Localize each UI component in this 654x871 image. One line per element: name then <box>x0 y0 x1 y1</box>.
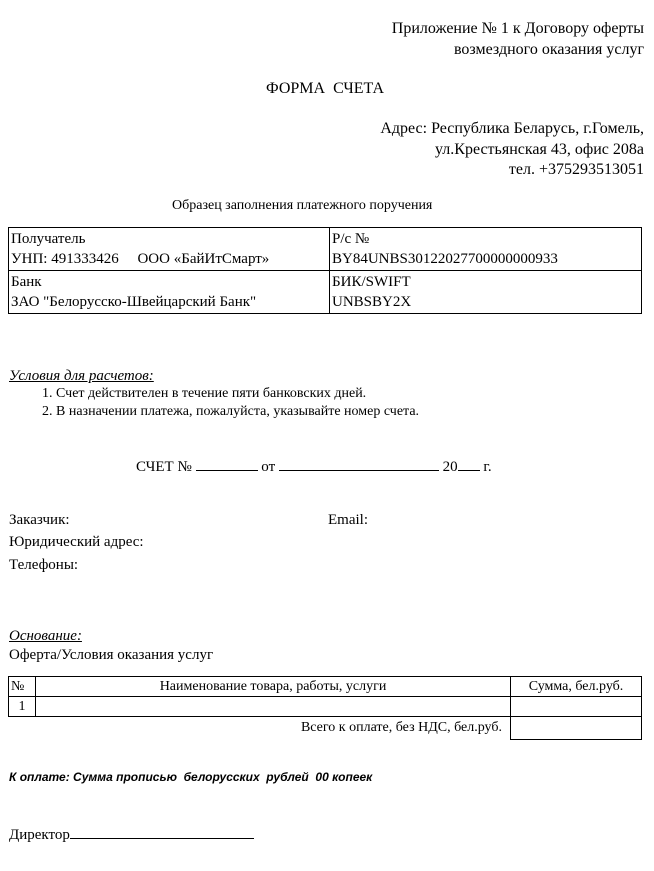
payment-order-table <box>8 227 642 314</box>
swift-label: БИК/SWIFT <box>332 274 411 290</box>
swift-value: UNBSBY2X <box>332 294 412 310</box>
account-label: Р/с № <box>332 231 370 247</box>
director-signature-blank <box>70 824 254 839</box>
invoice-number-line <box>136 456 492 476</box>
recipient-label: Получатель <box>11 231 86 247</box>
swift-cell <box>330 271 642 314</box>
conditions-title: Условия для расчетов: <box>9 368 154 384</box>
invoice-prefix: СЧЕТ № <box>136 459 192 475</box>
form-title: ФОРМА СЧЕТА <box>266 80 385 97</box>
basis-title: Основание: <box>9 628 82 644</box>
goods-total-sum <box>511 717 642 740</box>
account-value: BY84UNBS30122027700000000933 <box>332 251 558 267</box>
legal-address-label: Юридический адрес: <box>9 534 144 550</box>
address-line-1: Адрес: Республика Беларусь, г.Гомель, <box>380 120 644 137</box>
goods-total-label: Всего к оплате, без НДС, бел.руб. <box>9 717 511 740</box>
account-cell <box>330 228 642 271</box>
goods-table <box>8 676 642 740</box>
address-line-2: ул.Крестьянская 43, офис 208а <box>435 141 644 158</box>
invoice-year-suffix: г. <box>483 459 492 475</box>
payment-order-title: Образец заполнения платежного поручения <box>172 198 433 213</box>
invoice-date-blank <box>279 456 439 471</box>
goods-header-name: Наименование товара, работы, услуги <box>36 677 511 697</box>
phone-line: тел. +375293513051 <box>508 161 644 178</box>
phones-label: Телефоны: <box>9 557 79 573</box>
recipient-cell <box>9 228 330 271</box>
to-pay-text: К оплате: Сумма прописью белорусских рублей 00 копеек <box>9 770 373 784</box>
conditions-item-1: 1. Счет действителен в течение пяти банковских дней. <box>42 386 367 401</box>
bank-label: Банк <box>11 274 42 290</box>
invoice-from: от <box>261 459 276 475</box>
invoice-number-blank <box>196 456 258 471</box>
bank-value: ЗАО "Белорусско-Швейцарский Банк" <box>11 294 257 310</box>
invoice-year-blank <box>458 456 480 471</box>
bank-cell <box>9 271 330 314</box>
goods-row-name <box>36 697 511 717</box>
goods-row-num: 1 <box>9 697 36 717</box>
basis-value: Оферта/Условия оказания услуг <box>9 647 214 663</box>
invoice-year-prefix: 20 <box>442 459 458 475</box>
customer-label: Заказчик: <box>9 512 70 528</box>
conditions-item-2: 2. В назначении платежа, пожалуйста, указывайте номер счета. <box>42 404 420 419</box>
goods-header-num: № <box>9 677 36 697</box>
director-label: Директор <box>9 827 70 843</box>
director-line <box>9 824 254 844</box>
goods-header-sum: Сумма, бел.руб. <box>511 677 642 697</box>
email-label: Email: <box>328 512 368 528</box>
goods-row-sum <box>511 697 642 717</box>
recipient-value: УНП: 491333426 ООО «БайИтСмарт» <box>11 251 270 267</box>
appendix-line-1: Приложение № 1 к Договору оферты <box>391 20 644 37</box>
appendix-line-2: возмездного оказания услуг <box>453 41 644 58</box>
